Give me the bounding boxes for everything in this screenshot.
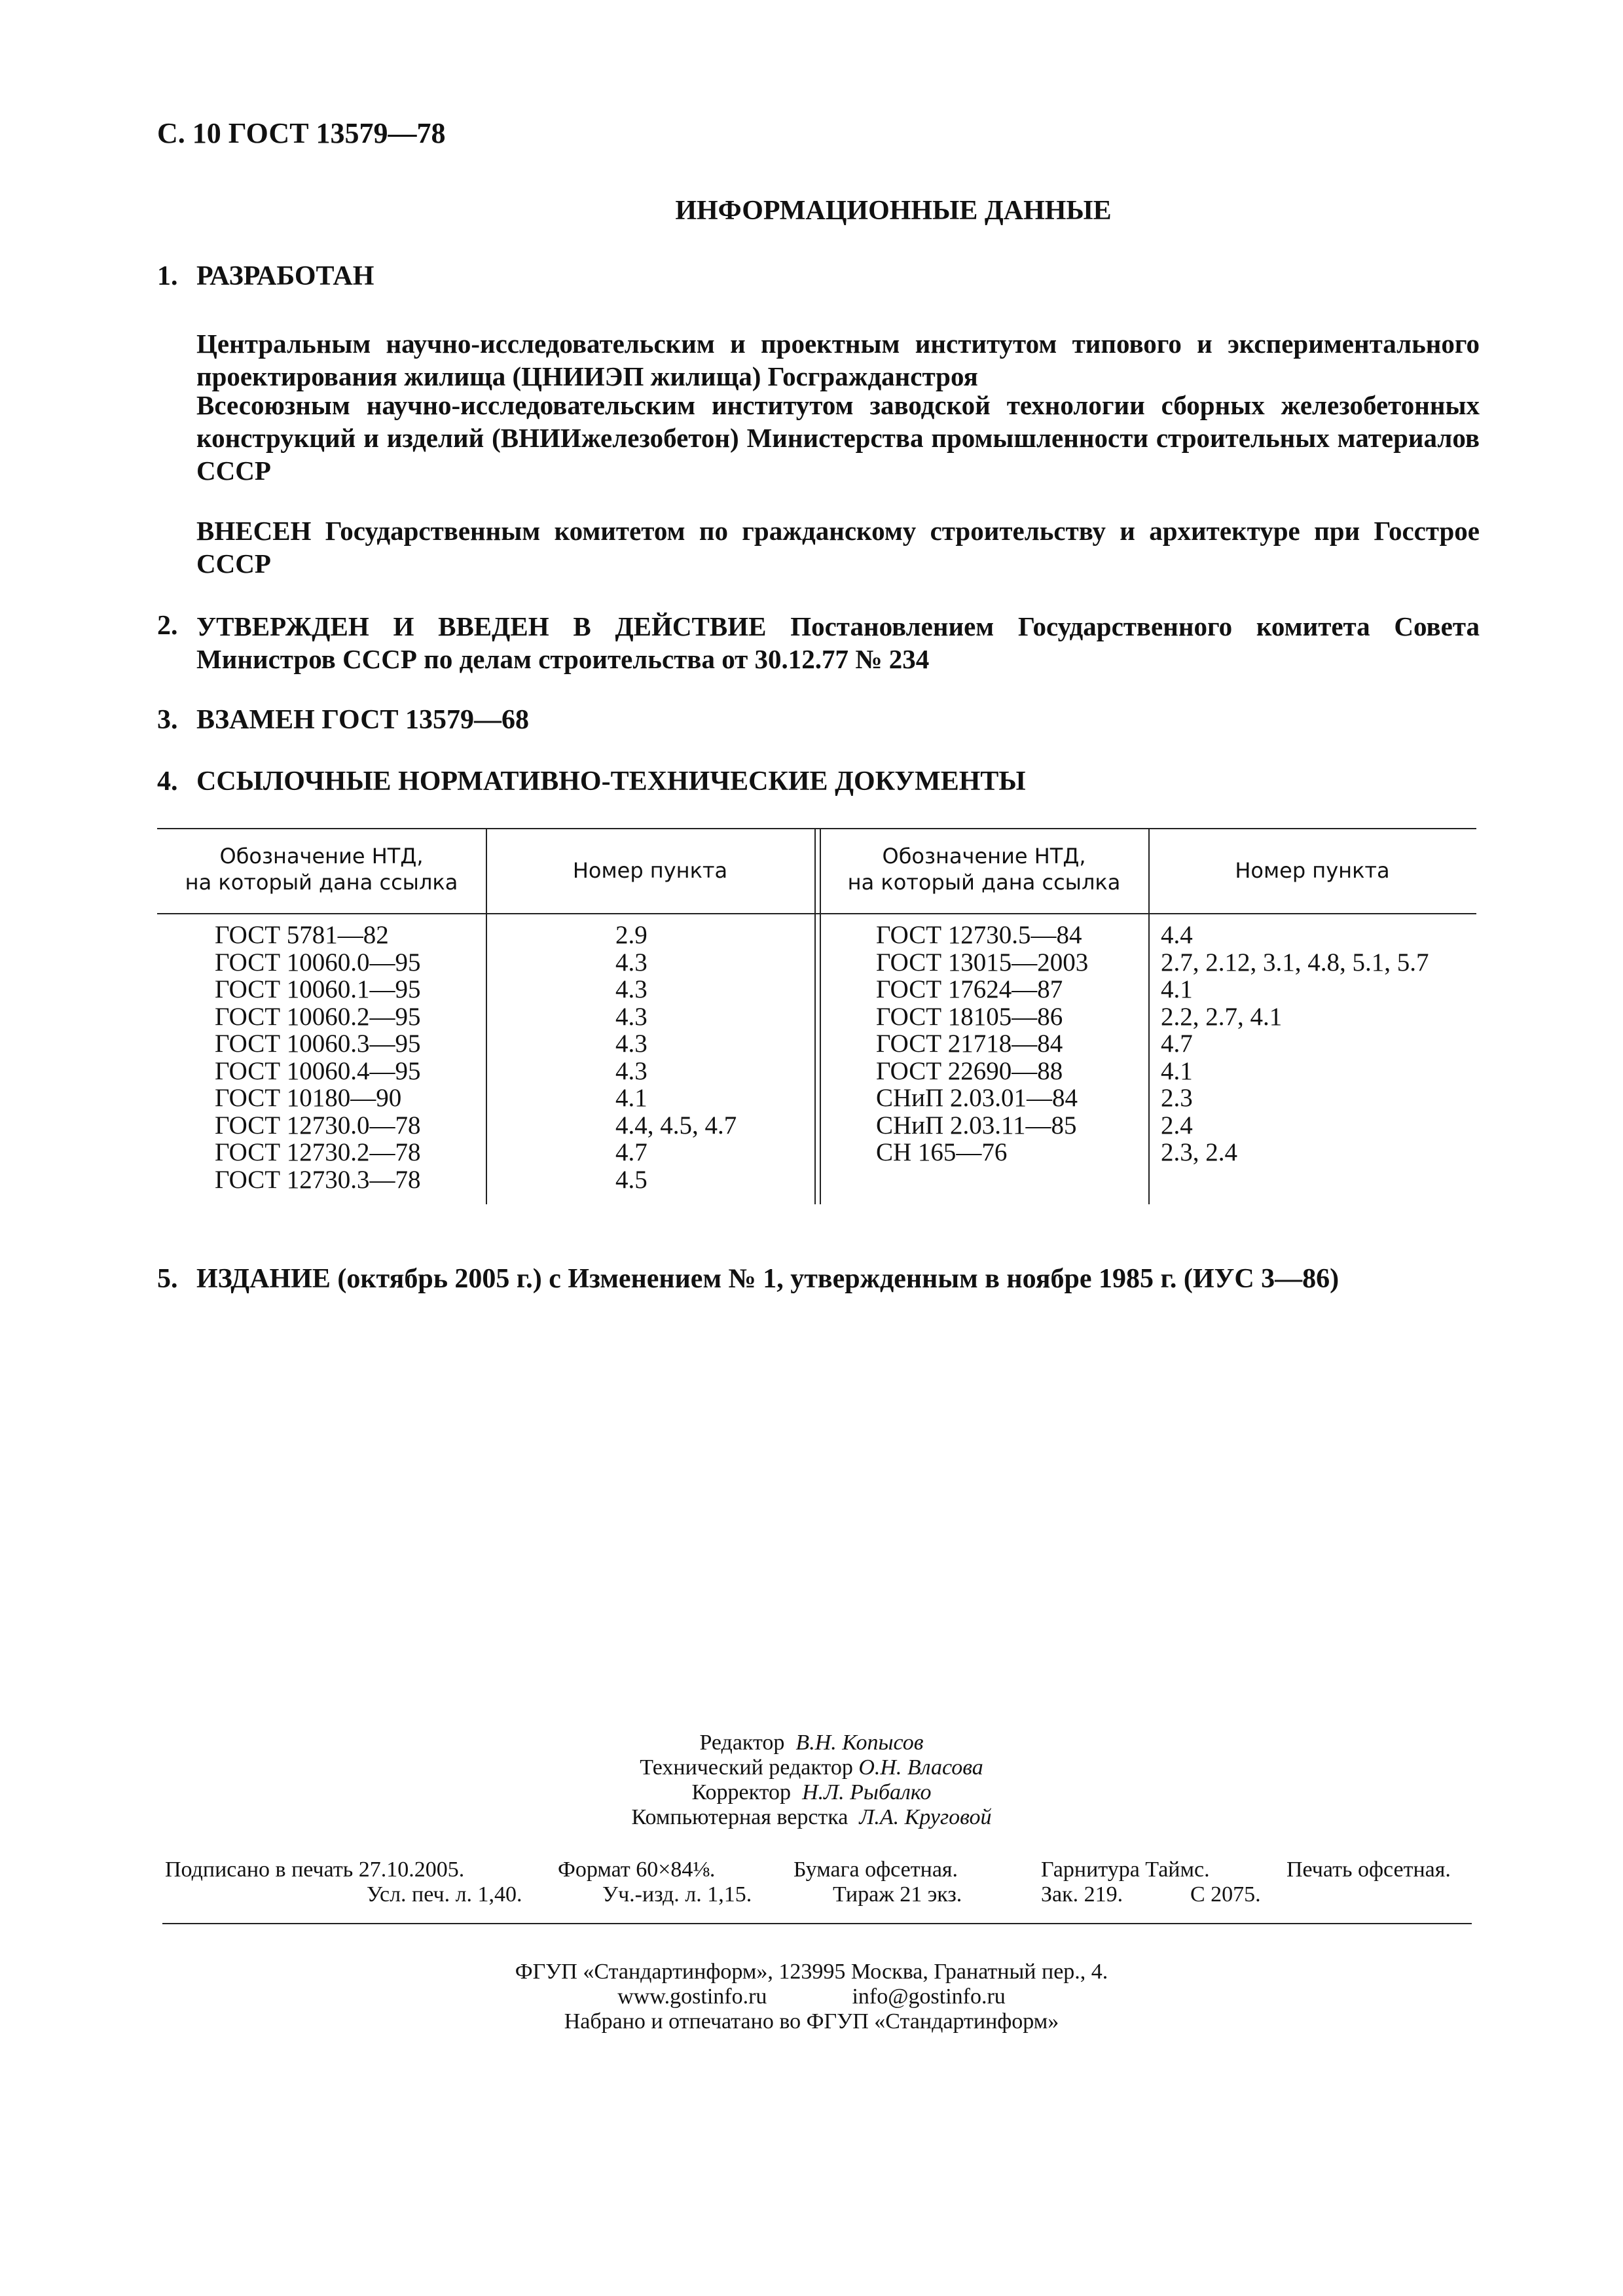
pub-printing: Печать офсетная. — [1286, 1857, 1451, 1882]
table-cell-item: 2.3 — [1161, 1084, 1193, 1112]
table-cell-item: 4.1 — [1161, 1056, 1193, 1085]
imprint-contacts — [0, 1984, 1623, 2009]
header-designation-line2: на который дана ссылка — [185, 870, 458, 895]
table-cell-designation: ГОСТ 10060.4—95 — [215, 1056, 421, 1085]
table-cell-designation: ГОСТ 21718—84 — [876, 1030, 1063, 1058]
table-cell-item: 4.5 — [615, 1165, 647, 1194]
section-5-text: ИЗДАНИЕ (октябрь 2005 г.) с Изменением № 1, утвержденным в ноябре 1985 г. (ИУС 3—86) — [196, 1264, 1340, 1294]
editor-label: Редактор — [699, 1731, 785, 1755]
table-header-designation-left — [157, 843, 486, 895]
table-cell-designation: ГОСТ 12730.0—78 — [215, 1111, 421, 1139]
table-cell-item: 4.3 — [615, 1056, 647, 1085]
header-designation-line2: на который дана ссылка — [847, 870, 1121, 895]
tech-editor-name: О.Н. Власова — [858, 1755, 983, 1780]
credit-corrector — [0, 1780, 1623, 1805]
table-divider-2 — [814, 828, 816, 1204]
table-cell-designation: ГОСТ 12730.5—84 — [876, 921, 1082, 949]
left-items-column — [615, 922, 737, 1193]
pub-print-sheets: Усл. печ. л. 1,40. — [367, 1882, 522, 1907]
section-3-number: 3. — [157, 705, 178, 735]
table-cell-designation: ГОСТ 17624—87 — [876, 975, 1063, 1003]
editor-name: В.Н. Копысов — [795, 1731, 924, 1755]
imprint-email: info@gostinfo.ru — [852, 1984, 1006, 2009]
table-cell-item: 4.4 — [1161, 921, 1193, 949]
section-4-text: ССЫЛОЧНЫЕ НОРМАТИВНО-ТЕХНИЧЕСКИЕ ДОКУМЕНТЫ — [196, 766, 1026, 797]
layout-name: Л.А. Круговой — [859, 1805, 992, 1829]
table-cell-item: 2.3, 2.4 — [1161, 1138, 1237, 1166]
table-cell-item: 4.3 — [615, 948, 647, 977]
table-cell-item: 4.3 — [615, 1002, 647, 1031]
section-5-number: 5. — [157, 1264, 178, 1294]
table-cell-designation: ГОСТ 18105—86 — [876, 1002, 1063, 1031]
table-cell-item: 2.7, 2.12, 3.1, 4.8, 5.1, 5.7 — [1161, 948, 1429, 977]
table-cell-item: 4.1 — [1161, 975, 1193, 1003]
table-cell-designation: ГОСТ 12730.3—78 — [215, 1165, 421, 1194]
section-2-number: 2. — [157, 611, 178, 641]
table-cell-designation: ГОСТ 12730.2—78 — [215, 1138, 421, 1166]
section-1-number: 1. — [157, 261, 178, 291]
header-designation-line1: Обозначение НТД, — [882, 844, 1086, 869]
table-cell-item: 4.7 — [1161, 1030, 1193, 1058]
left-docs-column — [215, 922, 421, 1193]
table-cell-designation: ГОСТ 13015—2003 — [876, 948, 1089, 977]
table-divider-1 — [486, 828, 487, 1204]
table-cell-item: 4.4, 4.5, 4.7 — [615, 1111, 737, 1139]
pub-signed: Подписано в печать 27.10.2005. — [165, 1857, 465, 1882]
right-docs-column — [876, 922, 1088, 1166]
table-cell-item: 2.2, 2.7, 4.1 — [1161, 1002, 1283, 1031]
developer-1-text: Центральным научно-исследовательским и проектным институтом типового и экспериментального проектирования жилища (ЦНИИЭП жилища) Госгражданстроя — [196, 329, 1480, 391]
table-header-border — [157, 913, 1476, 914]
table-cell-designation: ГОСТ 10060.2—95 — [215, 1002, 421, 1031]
table-cell-designation: СН 165—76 — [876, 1138, 1008, 1166]
table-cell-designation: ГОСТ 10060.0—95 — [215, 948, 421, 977]
table-divider-3 — [1148, 828, 1150, 1204]
table-header-designation-right — [820, 843, 1148, 895]
table-cell-designation: СНиП 2.03.11—85 — [876, 1111, 1077, 1139]
document-title: ИНФОРМАЦИОННЫЕ ДАННЫЕ — [675, 196, 1112, 226]
tech-editor-label: Технический редактор — [640, 1755, 853, 1780]
developer-2-text: Всесоюзным научно-исследовательским институтом заводской технологии сборных железобетонных конструкций и изделий (ВНИИжелезобетон) Министерства промышленности строительных материалов СССР — [196, 390, 1480, 486]
section-2-heading: УТВЕРЖДЕН И ВВЕДЕН В ДЕЙСТВИЕ — [196, 611, 767, 641]
pub-format: Формат 60×84⅛. — [558, 1857, 716, 1882]
pub-paper: Бумага офсетная. — [793, 1857, 958, 1882]
imprint-printed: Набрано и отпечатано во ФГУП «Стандартинформ» — [564, 2009, 1059, 2034]
table-cell-item: 4.3 — [615, 975, 647, 1003]
pub-order: Зак. 219. — [1041, 1882, 1123, 1907]
credit-editor — [0, 1731, 1623, 1755]
section-1-heading: РАЗРАБОТАН — [196, 261, 374, 291]
table-header-item-left: Номер пункта — [572, 858, 728, 883]
corrector-name: Н.Л. Рыбалко — [802, 1780, 932, 1804]
table-cell-item: 4.3 — [615, 1030, 647, 1058]
section-3-text: ВЗАМЕН ГОСТ 13579—68 — [196, 705, 530, 735]
table-header-item-right: Номер пункта — [1235, 858, 1390, 883]
table-cell-designation: СНиП 2.03.01—84 — [876, 1084, 1078, 1112]
corrector-label: Корректор — [691, 1780, 792, 1804]
pub-code: С 2075. — [1190, 1882, 1261, 1907]
table-top-border — [157, 828, 1476, 829]
introduced-text: ВНЕСЕН Государственным комитетом по гражданскому строительству и архитектуре при Госстрое СССР — [196, 516, 1480, 579]
pub-copies: Тираж 21 экз. — [833, 1882, 962, 1907]
imprint-address: ФГУП «Стандартинформ», 123995 Москва, Гранатный пер., 4. — [515, 1960, 1108, 1984]
page-header: С. 10 ГОСТ 13579—78 — [157, 117, 446, 149]
section-4-number: 4. — [157, 766, 178, 797]
table-cell-designation: ГОСТ 22690—88 — [876, 1056, 1063, 1085]
credit-tech-editor — [0, 1755, 1623, 1780]
pub-pub-sheets: Уч.-изд. л. 1,15. — [602, 1882, 752, 1907]
pub-typeface: Гарнитура Таймс. — [1041, 1857, 1210, 1882]
table-cell-item: 2.9 — [615, 921, 647, 949]
section-2-text: Постановлением Государственного комитета Совета Министров СССР по делам строительства от 30.12.77 № 234 — [196, 611, 1480, 674]
credit-layout — [0, 1805, 1623, 1830]
table-cell-item: 4.7 — [615, 1138, 647, 1166]
table-cell-item: 2.4 — [1161, 1111, 1193, 1139]
table-cell-item: 4.1 — [615, 1084, 647, 1112]
footer-rule — [162, 1923, 1472, 1924]
table-cell-designation: ГОСТ 5781—82 — [215, 921, 389, 949]
section-2-paragraph — [196, 610, 1480, 675]
table-cell-designation: ГОСТ 10180—90 — [215, 1084, 402, 1112]
right-items-column — [1161, 922, 1429, 1166]
header-designation-line1: Обозначение НТД, — [219, 844, 424, 869]
layout-label: Компьютерная верстка — [631, 1805, 848, 1829]
table-cell-designation: ГОСТ 10060.3—95 — [215, 1030, 421, 1058]
table-cell-designation: ГОСТ 10060.1—95 — [215, 975, 421, 1003]
imprint-site: www.gostinfo.ru — [617, 1984, 767, 2009]
